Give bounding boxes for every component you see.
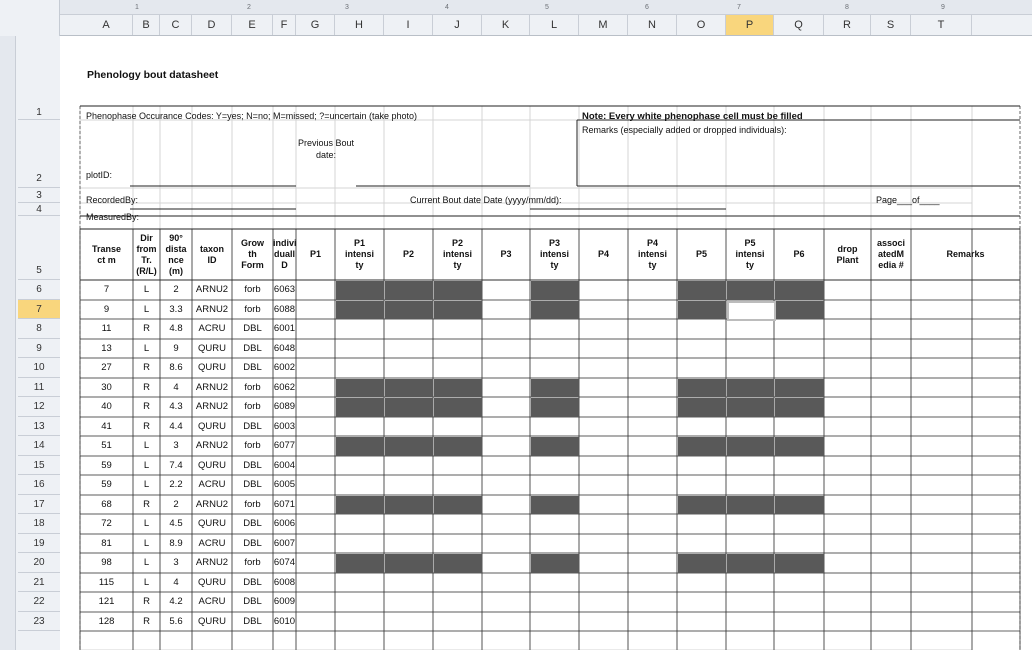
page-layout-area [60,36,1032,650]
table-cell[interactable]: L [143,518,150,529]
shaded-cell [775,398,824,417]
shaded-cell [434,437,482,456]
row-header-1[interactable]: 1 [18,106,60,120]
shaded-cell [434,281,482,300]
row-header-20[interactable]: 20 [18,553,60,573]
ruler-number: 2 [247,4,251,11]
table-cell[interactable]: 6002 [273,362,296,373]
col-header-0: Transe ct m [91,243,122,265]
column-header-D[interactable]: D [192,15,232,35]
row-header-7[interactable]: 7 [18,300,60,319]
sheet-title: Phenology bout datasheet [87,69,219,81]
select-all-corner[interactable] [0,0,60,36]
col-header-15: P5 intensi ty [735,238,765,270]
column-header-E[interactable]: E [232,15,273,35]
column-header-R[interactable]: R [824,15,871,35]
table-cell[interactable]: 8.6 [169,362,183,373]
row-header-3[interactable]: 3 [18,188,60,203]
selected-cell-P7[interactable] [727,301,776,321]
table-cell[interactable]: ACRU [198,538,226,549]
table-cell[interactable]: 6074 [273,557,296,568]
table-cell[interactable]: 40 [101,401,112,412]
table-cell[interactable]: 9 [173,343,179,354]
shaded-cell [678,301,726,319]
remarks-note: Remarks (especially added or dropped individuals): [582,125,787,135]
shaded-cell [385,437,433,456]
horizontal-ruler [60,0,1032,15]
shaded-cell [385,301,433,319]
col-header-10: P3 [500,249,512,259]
shaded-cell [385,281,433,300]
table-cell[interactable]: DBL [243,518,262,529]
col-header-4: Grow th Form [240,238,264,270]
table-cell[interactable]: 98 [101,557,112,568]
shaded-cell [336,281,384,300]
column-header-M[interactable]: M [579,15,628,35]
table-cell[interactable]: L [143,538,150,549]
shaded-cell [775,301,824,319]
col-header-17: drop Plant [836,243,859,265]
table-cell[interactable]: 3 [173,557,179,568]
col-header-11: P3 intensi ty [539,238,569,270]
shaded-cell [336,301,384,319]
col-header-3: taxon ID [199,243,224,265]
table-cell[interactable]: 7.4 [169,460,183,471]
column-header-F[interactable]: F [273,15,296,35]
table-cell[interactable]: DBL [243,460,262,471]
table-cell[interactable]: ARNU2 [195,284,229,295]
table-cell[interactable]: L [143,557,150,568]
table-cell[interactable]: ACRU [198,596,226,607]
table-cell[interactable]: 30 [101,382,112,393]
table-cell[interactable]: 6077 [273,440,296,451]
table-cell[interactable]: 6004 [273,460,296,471]
table-cell[interactable]: L [143,304,150,315]
table-cell[interactable]: R [143,401,150,412]
table-cell[interactable]: 11 [101,323,112,334]
recorded-by-label: RecordedBy: [86,195,139,205]
column-header-A[interactable]: A [80,15,133,35]
shaded-cell [727,437,774,456]
table-cell[interactable]: L [143,343,150,354]
column-header-J[interactable]: J [433,15,482,35]
table-cell[interactable]: DBL [243,362,262,373]
table-cell[interactable]: ACRU [198,323,226,334]
table-cell[interactable]: QURU [198,343,226,354]
table-cell[interactable]: 8.9 [169,538,183,549]
table-cell[interactable]: 4.3 [169,401,183,412]
shaded-cell [531,301,579,319]
table-cell[interactable]: 51 [101,440,112,451]
table-cell[interactable]: forb [244,499,261,510]
table-cell[interactable]: 9 [103,304,110,315]
table-cell[interactable]: 2 [173,499,179,510]
col-header-8: P2 [402,249,414,259]
ruler-number: 7 [737,4,741,11]
table-cell[interactable]: 6089 [273,401,296,412]
table-cell[interactable]: forb [244,557,261,568]
table-cell[interactable]: 6048 [273,343,296,354]
column-header-K[interactable]: K [482,15,530,35]
col-header-19: Remarks [946,249,985,259]
ruler-number: 1 [135,4,139,11]
table-cell[interactable]: forb [244,284,261,295]
col-header-1: Dir from Tr. (R/L) [136,232,157,276]
row-header-23[interactable]: 23 [18,612,60,631]
shaded-cell [385,496,433,514]
col-header-6: P1 [309,249,321,259]
table-cell[interactable]: 6062 [273,382,296,393]
column-letters [60,15,1032,36]
table-cell[interactable]: R [143,382,150,393]
shaded-cell [775,379,824,397]
table-cell[interactable]: ARNU2 [195,401,229,412]
shaded-cell [678,281,726,300]
shaded-cell [678,554,726,573]
shaded-cell [336,379,384,397]
col-header-14: P5 [695,249,707,259]
codes-note: Phenophase Occurance Codes: Y=yes; N=no; M=missed; ?=uncertain (take photo) [86,111,418,121]
table-cell[interactable]: R [143,596,150,607]
shaded-cell [775,281,824,300]
column-header-O[interactable]: O [677,15,726,35]
row-header-18[interactable]: 18 [18,514,60,534]
row-header-10[interactable]: 10 [18,358,60,378]
shaded-cell [434,398,482,417]
table-cell[interactable]: forb [244,440,261,451]
row-header-17[interactable]: 17 [18,495,60,514]
row-header-15[interactable]: 15 [18,456,60,475]
table-cell[interactable]: 59 [101,460,112,471]
col-header-7: P1 intensi ty [344,238,374,270]
shaded-cell [531,496,579,514]
shaded-cell [775,437,824,456]
vertical-ruler [0,36,16,650]
shaded-cell [434,496,482,514]
table-cell[interactable]: L [143,440,150,451]
row-header-6[interactable]: 6 [18,280,60,300]
row-header-9[interactable]: 9 [18,339,60,358]
table-cell[interactable]: R [143,362,150,373]
col-header-9: P2 intensi ty [442,238,472,270]
table-cell[interactable]: 6063 [273,284,296,295]
table-cell[interactable]: 6006 [273,518,296,529]
table-cell[interactable]: ARNU2 [195,557,229,568]
column-header-S[interactable]: S [871,15,911,35]
row-header-4[interactable]: 4 [18,203,60,216]
table-cell[interactable]: 59 [101,479,112,490]
col-header-18: associ atedM edia # [876,238,906,270]
shaded-cell [531,554,579,573]
table-cell[interactable]: QURU [198,616,226,627]
shaded-cell [531,398,579,417]
table-cell[interactable]: ARNU2 [195,499,229,510]
shaded-cell [385,398,433,417]
table-cell[interactable]: L [143,460,150,471]
table-cell[interactable]: R [143,616,150,627]
row-header-16[interactable]: 16 [18,475,60,495]
ruler-number: 3 [345,4,349,11]
col-header-16: P6 [793,249,805,259]
shaded-cell [678,379,726,397]
table-cell[interactable]: forb [244,382,261,393]
shaded-cell [531,281,579,300]
current-bout-label: Current Bout date Date (yyyy/mm/dd): [410,195,562,205]
col-header-5: indivi duall D [273,238,297,270]
column-header-H[interactable]: H [335,15,384,35]
table-cell[interactable]: 4.2 [169,596,183,607]
ruler-number: 8 [845,4,849,11]
col-header-12: P4 [597,249,609,259]
table-cell[interactable]: QURU [198,362,226,373]
shaded-cell [678,437,726,456]
ruler-number: 9 [941,4,945,11]
table-cell[interactable]: 6008 [273,577,296,588]
table-cell[interactable]: L [143,479,150,490]
table-cell[interactable]: 4.4 [169,421,183,432]
table-cell[interactable]: 5.6 [169,616,183,627]
column-header-I[interactable]: I [384,15,433,35]
table-cell[interactable]: 6007 [273,538,296,549]
table-cell[interactable]: DBL [243,577,262,588]
shaded-cell [727,379,774,397]
shaded-cell [678,496,726,514]
column-header-L[interactable]: L [530,15,579,35]
col-header-2: 90° dista nce (m) [165,232,187,276]
table-cell[interactable]: QURU [198,577,226,588]
table-cell[interactable]: L [143,284,150,295]
ruler-number: 5 [545,4,549,11]
table-cell[interactable]: 4 [173,577,179,588]
table-cell[interactable]: 3.3 [169,304,183,315]
table-cell[interactable]: 6088 [273,304,296,315]
shaded-cell [531,437,579,456]
page-of-label: Page___of____ [876,195,940,205]
table-cell[interactable]: DBL [243,479,262,490]
shaded-cell [434,301,482,319]
table-cell[interactable]: DBL [243,421,262,432]
table-cell[interactable]: 68 [101,499,112,510]
row-header-8[interactable]: 8 [18,319,60,339]
column-header-G[interactable]: G [296,15,335,35]
table-cell[interactable]: 2.2 [169,479,183,490]
column-header-C[interactable]: C [160,15,192,35]
table-cell[interactable]: 7 [103,284,110,295]
table-cell[interactable]: 6003 [273,421,296,432]
table-cell[interactable]: ARNU2 [195,440,229,451]
table-cell[interactable]: DBL [243,616,262,627]
table-cell[interactable]: 72 [101,518,112,529]
table-cell[interactable]: QURU [198,421,226,432]
table-cell[interactable]: 6005 [273,479,296,490]
table-cell[interactable]: forb [244,304,261,315]
table-cell[interactable]: QURU [198,518,226,529]
table-cell[interactable]: 115 [98,577,115,588]
table-cell[interactable]: 27 [101,362,112,373]
row-header-22[interactable]: 22 [18,592,60,612]
prev-bout-label: Previous Bout date: [297,138,355,160]
shaded-cell [336,398,384,417]
column-header-N[interactable]: N [628,15,677,35]
column-header-B[interactable]: B [133,15,160,35]
table-cell[interactable]: 6001 [273,323,296,334]
table-cell[interactable]: DBL [243,323,262,334]
table-cell[interactable]: R [143,499,150,510]
shaded-cell [775,496,824,514]
shaded-cell [678,398,726,417]
table-cell[interactable]: 6010 [273,616,296,627]
shaded-cell [336,496,384,514]
table-cell[interactable]: 121 [98,596,115,607]
shaded-cell [336,554,384,573]
plot-label: plotID: [86,170,113,180]
row-header-21[interactable]: 21 [18,573,60,592]
row-header-13[interactable]: 13 [18,417,60,436]
row-header-2[interactable]: 2 [18,120,60,188]
table-cell[interactable]: 41 [101,421,112,432]
column-header-P[interactable]: P [726,15,774,35]
table-cell[interactable]: 6071 [273,499,296,510]
row-header-14[interactable]: 14 [18,436,60,456]
table-cell[interactable]: 4.8 [169,323,183,334]
table-cell[interactable]: L [143,577,150,588]
shaded-cell [336,437,384,456]
table-cell[interactable]: 13 [101,343,112,354]
table-cell[interactable]: 4.5 [169,518,183,529]
shaded-cell [531,379,579,397]
table-cell[interactable]: 128 [98,616,115,627]
column-header-Q[interactable]: Q [774,15,824,35]
table-cell[interactable]: DBL [243,343,262,354]
col-header-13: P4 intensi ty [637,238,667,270]
shaded-cell [385,379,433,397]
ruler-number: 4 [445,4,449,11]
shaded-cell [434,379,482,397]
table-cell[interactable]: ACRU [198,479,226,490]
row-header-19[interactable]: 19 [18,534,60,553]
table-cell[interactable]: ARNU2 [195,304,229,315]
row-header-5[interactable]: 5 [18,216,60,280]
row-header-12[interactable]: 12 [18,397,60,417]
measured-by-label: MeasuredBy: [86,212,140,222]
shaded-cell [385,554,433,573]
table-cell[interactable]: R [143,323,150,334]
table-cell[interactable]: 81 [101,538,112,549]
table-cell[interactable]: ARNU2 [195,382,229,393]
shaded-cell [727,398,774,417]
row-header-11[interactable]: 11 [18,378,60,397]
table-cell[interactable]: forb [244,401,261,412]
shaded-cell [727,554,774,573]
table-cell[interactable]: QURU [198,460,226,471]
table-cell[interactable]: 6009 [273,596,296,607]
shaded-cell [727,281,774,300]
table-cell[interactable]: DBL [243,596,262,607]
shaded-cell [434,554,482,573]
table-cell[interactable]: 3 [173,440,179,451]
table-cell[interactable]: R [143,421,150,432]
table-cell[interactable]: 4 [173,382,179,393]
table-cell[interactable]: 2 [173,284,179,295]
shaded-cell [727,496,774,514]
column-header-T[interactable]: T [911,15,972,35]
shaded-cell [775,554,824,573]
table-cell[interactable]: DBL [243,538,262,549]
fill-note: Note: Every white phenophase cell must be filled [582,111,803,122]
ruler-number: 6 [645,4,649,11]
